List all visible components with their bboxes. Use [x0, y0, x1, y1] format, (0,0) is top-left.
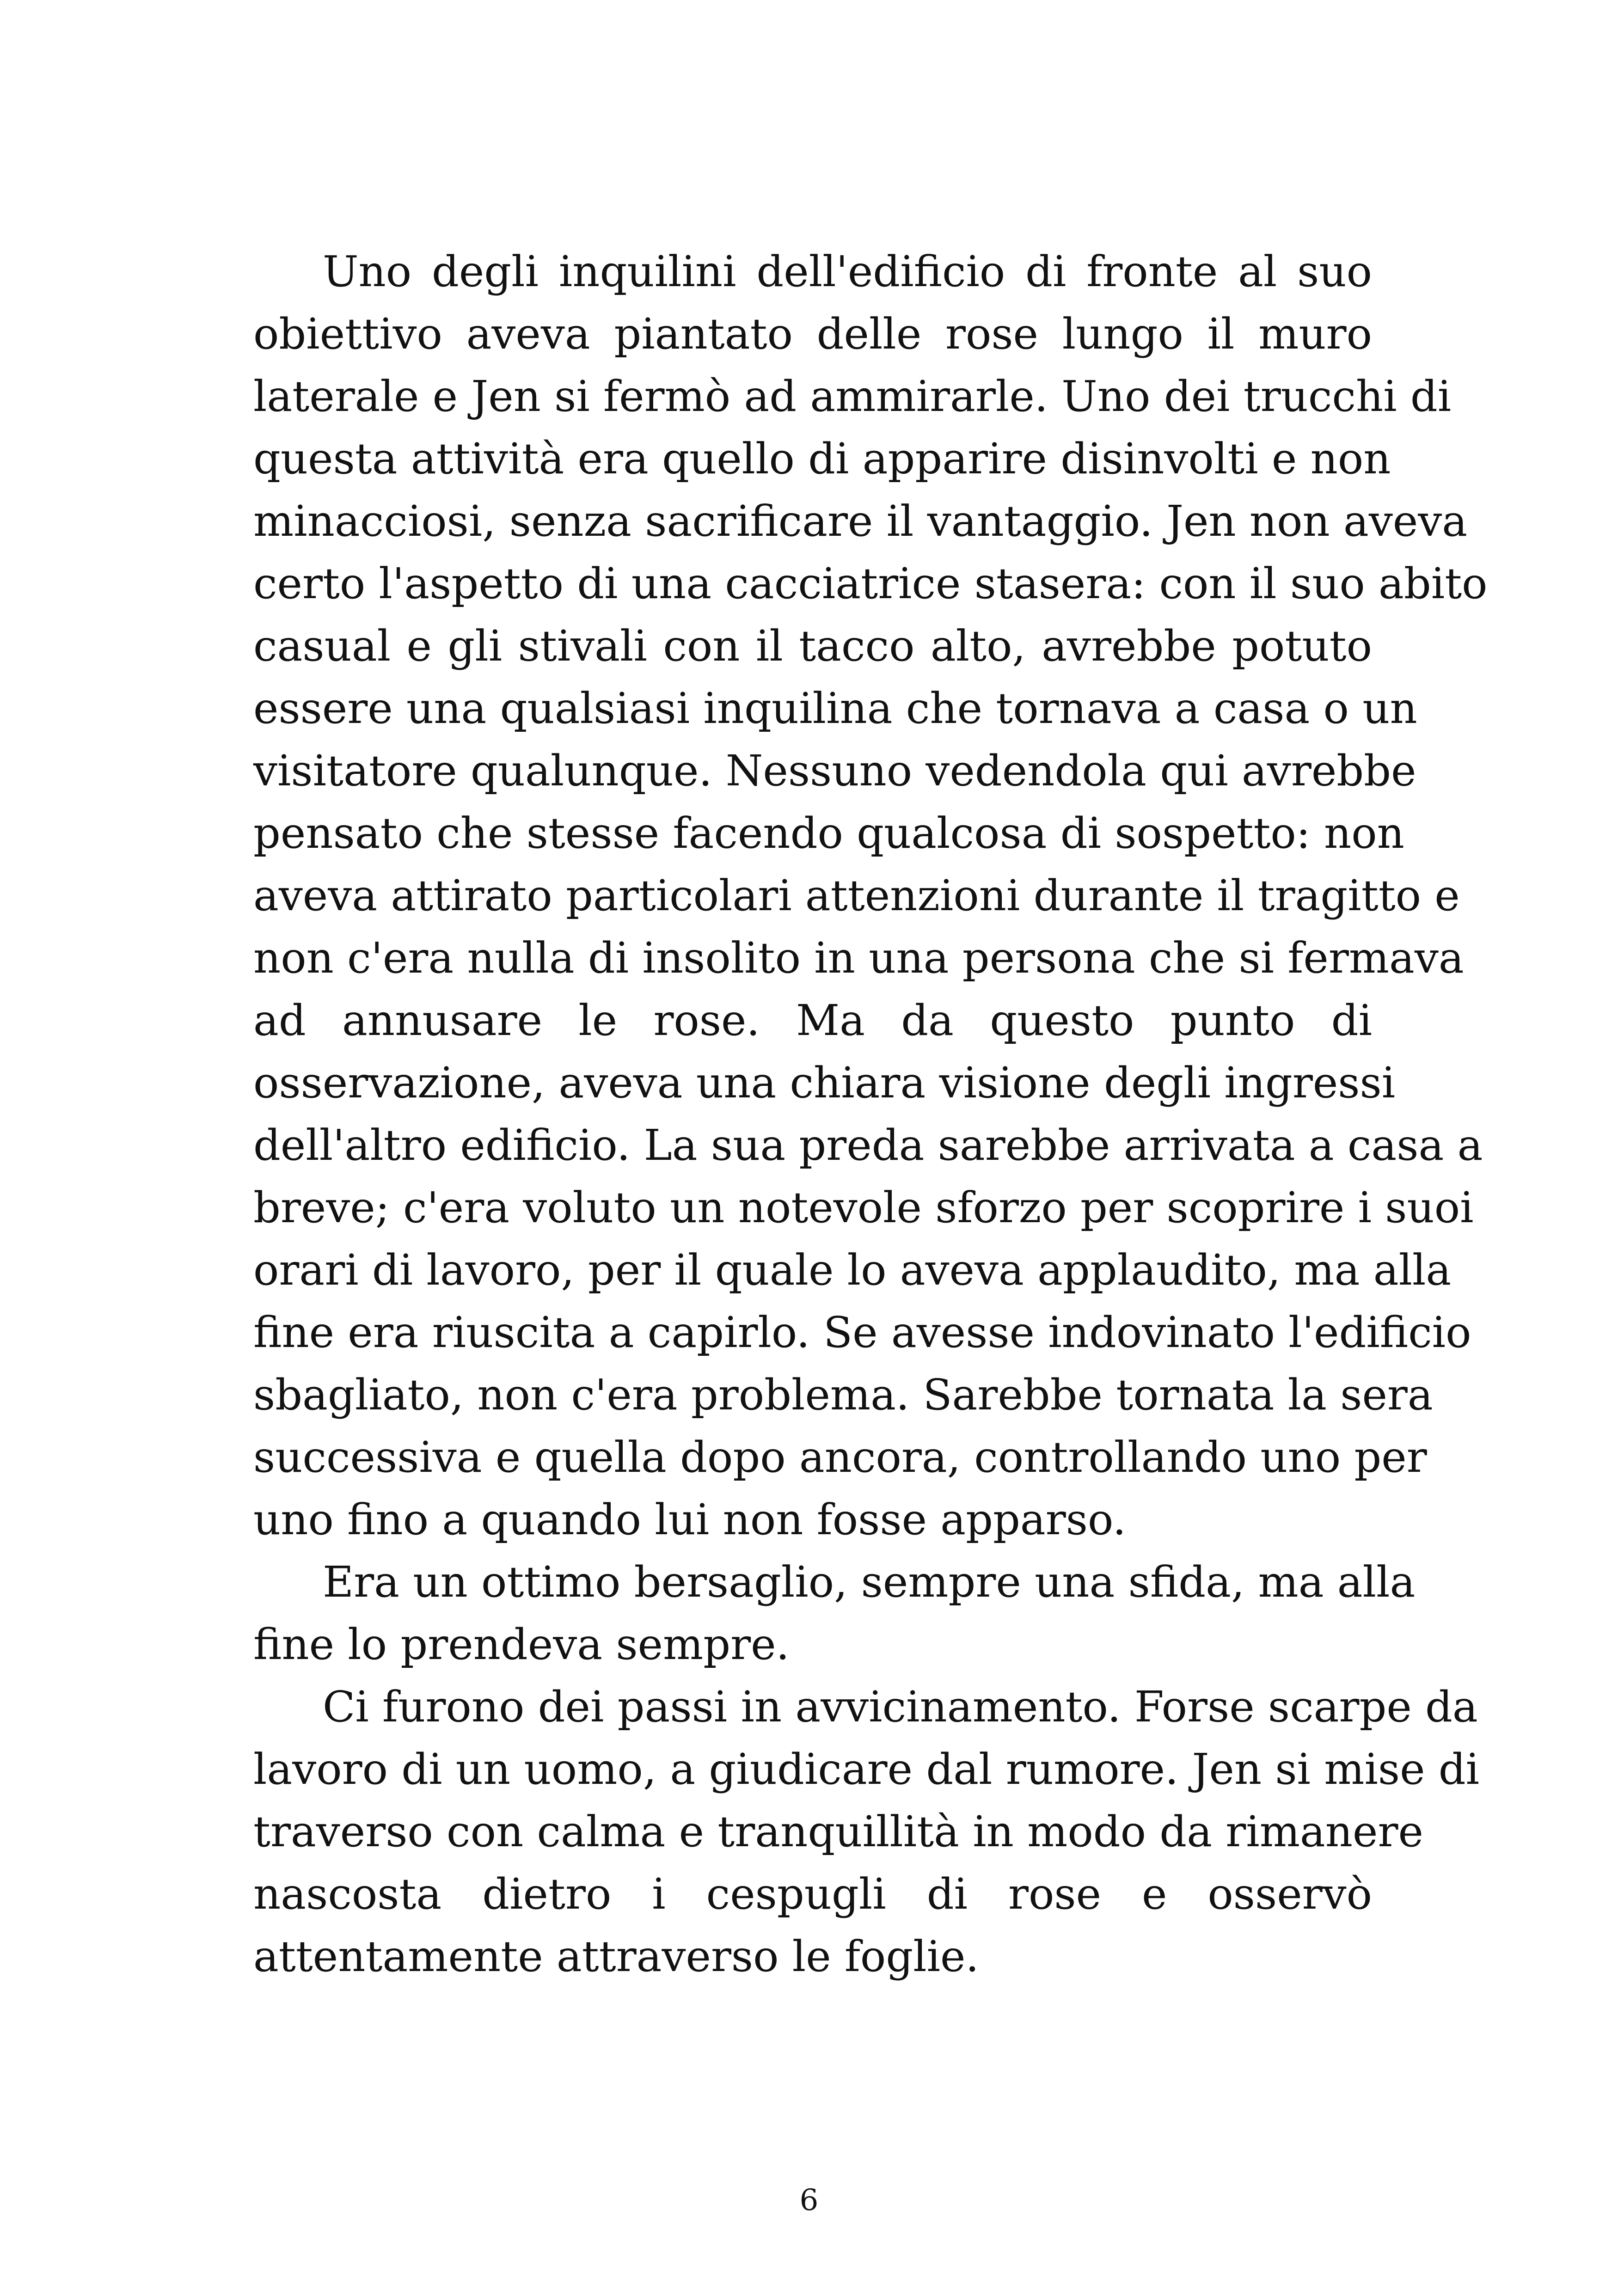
text-line: questa attività era quello di apparire disinvolti e non [253, 434, 1391, 484]
text-line: osservazione, aveva una chiara visione degli ingressi [253, 1058, 1396, 1108]
text-line: certo l'aspetto di una cacciatrice stasera: con il suo abito [253, 559, 1488, 608]
text-line: Uno degli inquilini dell'edificio di fronte al suo [323, 247, 1372, 296]
text-line: dell'altro edificio. La sua preda sarebbe arrivata a casa a [253, 1120, 1483, 1170]
text-line: Era un ottimo bersaglio, sempre una sfida, ma alla [323, 1557, 1416, 1607]
text-line: aveva attirato particolari attenzioni durante il tragitto e [253, 871, 1460, 920]
text-line: fine era riuscita a capirlo. Se avesse indovinato l'edificio [253, 1308, 1471, 1357]
body-text [253, 240, 1488, 1988]
text-line: ad annusare le rose. Ma da questo punto di [253, 996, 1372, 1045]
text-line: fine lo prendeva sempre. [253, 1620, 790, 1669]
text-line: successiva e quella dopo ancora, controllando uno per [253, 1433, 1427, 1482]
text-line: non c'era nulla di insolito in una persona che si fermava [253, 933, 1464, 983]
text-line: minacciosi, senza sacrificare il vantaggio. Jen non aveva [253, 496, 1468, 546]
text-line: uno fino a quando lui non fosse apparso. [253, 1495, 1126, 1544]
text-line: pensato che stesse facendo qualcosa di sospetto: non [253, 808, 1404, 858]
page-number: 6 [799, 2183, 819, 2217]
text-line: nascosta dietro i cespugli di rose e osservò [253, 1869, 1372, 1919]
text-line: visitatore qualunque. Nessuno vedendola qui avrebbe [253, 746, 1416, 796]
text-line: casual e gli stivali con il tacco alto, avrebbe potuto [253, 621, 1372, 671]
text-line: essere una qualsiasi inquilina che tornava a casa o un [253, 684, 1417, 733]
text-line: orari di lavoro, per il quale lo aveva applaudito, ma alla [253, 1245, 1452, 1295]
text-line: traverso con calma e tranquillità in modo da rimanere [253, 1807, 1423, 1856]
text-line: breve; c'era voluto un notevole sforzo per scoprire i suoi [253, 1183, 1474, 1232]
text-line: sbagliato, non c'era problema. Sarebbe tornata la sera [253, 1370, 1433, 1420]
text-line: Ci furono dei passi in avvicinamento. Forse scarpe da [323, 1682, 1478, 1732]
text-line: lavoro di un uomo, a giudicare dal rumore. Jen si mise di [253, 1745, 1480, 1794]
text-line: obiettivo aveva piantato delle rose lungo il muro [253, 309, 1372, 359]
text-line: attentamente attraverso le foglie. [253, 1932, 979, 1981]
text-line: laterale e Jen si fermò ad ammirarle. Uno dei trucchi di [253, 372, 1452, 421]
